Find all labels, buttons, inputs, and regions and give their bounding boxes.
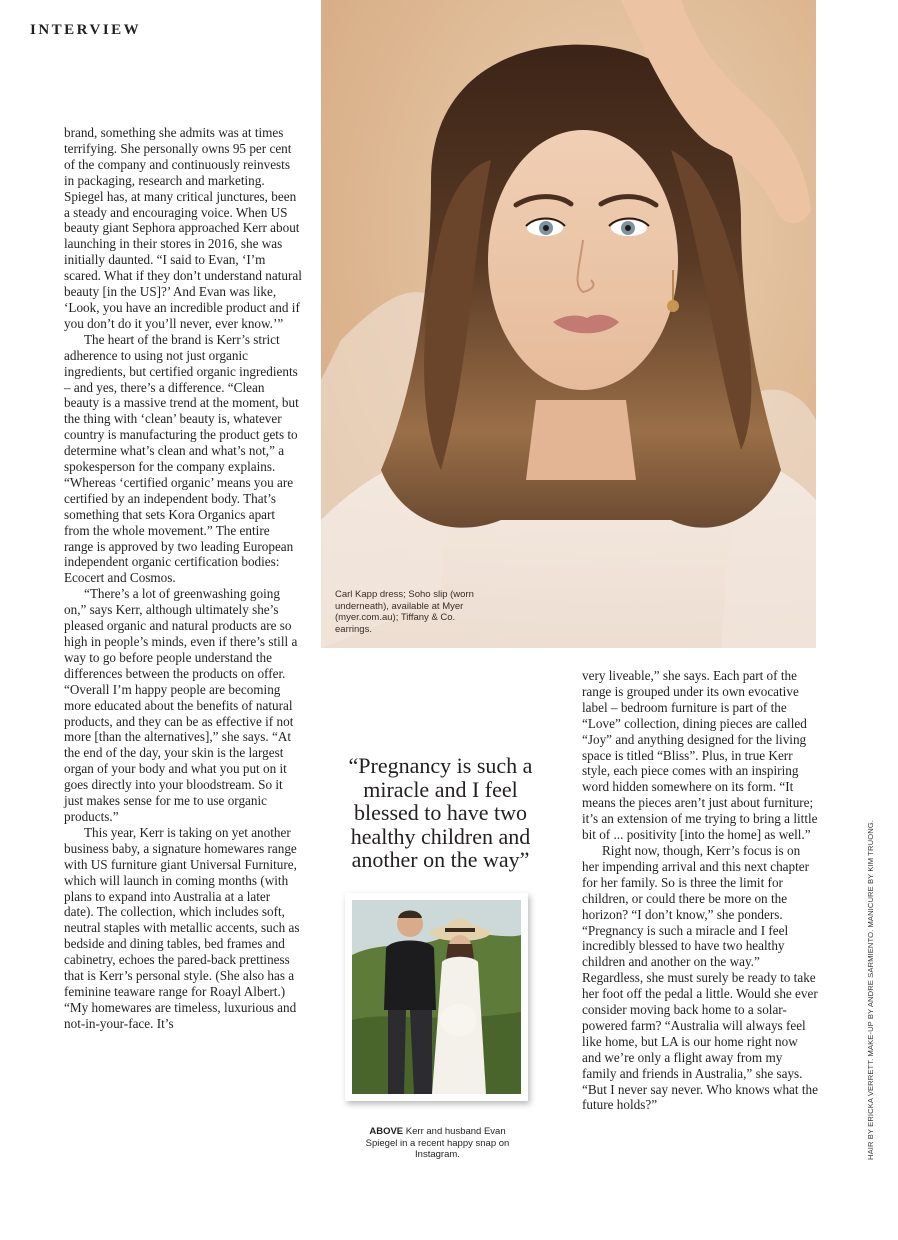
photo-credits: HAIR BY ERICKA VERRETT. MAKE-UP BY ANDRE SARMIENTO. MANICURE BY KIM TRUONG. [866, 819, 875, 1160]
paragraph: Right now, though, Kerr’s focus is on her impending arrival and this next chapter for her family. So is three the limit for children, or could there be more on the horizon? “I don’t know,” she ponders. “Pregnancy is such a miracle and I feel incredibly blessed to have two healthy children and another on the way.” Regardless, she must surely be ready to take her foot off the pedal a little. Would she ever consider moving back home to a solar-powered farm? “Australia will always feel like home, but LA is our home right now and we’re only a flight away from my family and friends in Australia,” she says. “But I never say never. Who knows what the future holds?” [582, 842, 818, 1113]
small-photo-caption [360, 1126, 515, 1161]
couple-illustration [352, 900, 521, 1094]
pull-quote: “Pregnancy is such a miracle and I feel blessed to have two healthy children and another on the way” [348, 753, 533, 872]
instagram-photo-frame [345, 893, 528, 1101]
paragraph: This year, Kerr is taking on yet another business baby, a signature homewares range with US furniture giant Universal Furniture, which will launch in coming months (with plans to expand into Australia at a later date). The collection, which includes soft, neutral staples with metallic accents, such as bedside and dining tables, bed frames and cabinetry, echoes the pared-back prettiness that is Kerr’s personal style. (She also has a feminine teaware range for Roayl Albert.) “My homewares are timeless, luxurious and not-in-your-face. It’s [64, 824, 300, 1031]
couple-photo [352, 900, 521, 1094]
article-column-left [64, 125, 302, 1032]
article-column-right [582, 668, 818, 1113]
paragraph: brand, something she admits was at times terrifying. She personally owns 95 per cent of the company and continuously reinvests in packaging, research and marketing. Spiegel has, at many critical junctures, been a steady and encouraging voice. When US beauty giant Sephora approached Kerr about launching in their stores in 2016, she was initially daunted. “I said to Evan, ‘I’m scared. What if they don’t understand natural beauty [in the US]?’ And Evan was like, ‘Look, you have an incredible product and if you don’t do it you’ll never, ever know.’” [64, 125, 302, 331]
portrait-illustration [321, 0, 816, 648]
caption-text: Kerr and husband Evan Spiegel in a recent happy snap on Instagram. [365, 1126, 510, 1160]
portrait-photo [321, 0, 816, 648]
caption-label: ABOVE [369, 1126, 404, 1137]
paragraph: The heart of the brand is Kerr’s strict adherence to using not just organic ingredients, but certified organic ingredients – and yes, there’s a difference. “Clean beauty is a massive trend at the moment, but the thing with ‘clean’ beauty is, whatever country is manufacturing the product gets to determine what’s clean and what’s not,” a spokesperson for the company explains. “Whereas ‘certified organic’ means you are certified by an independent body. That’s something that sets Kora Organics apart from the whole movement.” The entire range is approved by two leading European independent organic certification bodies: Ecocert and Cosmos. [64, 331, 299, 586]
paragraph: very liveable,” she says. Each part of the range is grouped under its own evocative label – bedroom furniture is part of the “Love” collection, dining pieces are called “Joy” and anything designed for the living space is titled “Bliss”. Plus, in true Kerr style, each piece comes with an inspiring word hidden somewhere on its form. “It means the pieces aren’t just about furniture; it’s an extension of me trying to bring a little bit of ... positivity [into the home] as well.” [582, 668, 818, 843]
section-label: INTERVIEW [30, 22, 142, 38]
paragraph: “There’s a lot of greenwashing going on,” says Kerr, although ultimately she’s pleased organic and natural products are so high in people’s minds, even if there’s still a way to go before people understand the differences between the products on offer. “Overall I’m happy people are becoming more educated about the benefits of natural products, and they can be as effective if not more [than the alternatives],” she says. “At the end of the day, your skin is the largest organ of your body and what you put on it goes directly into your bloodstream. So it just makes sense for me to use organic products.” [64, 586, 298, 824]
photo-caption: Carl Kapp dress; Soho slip (worn underneath), available at Myer (myer.com.au); Tiffany & Co. earrings. [335, 589, 474, 635]
